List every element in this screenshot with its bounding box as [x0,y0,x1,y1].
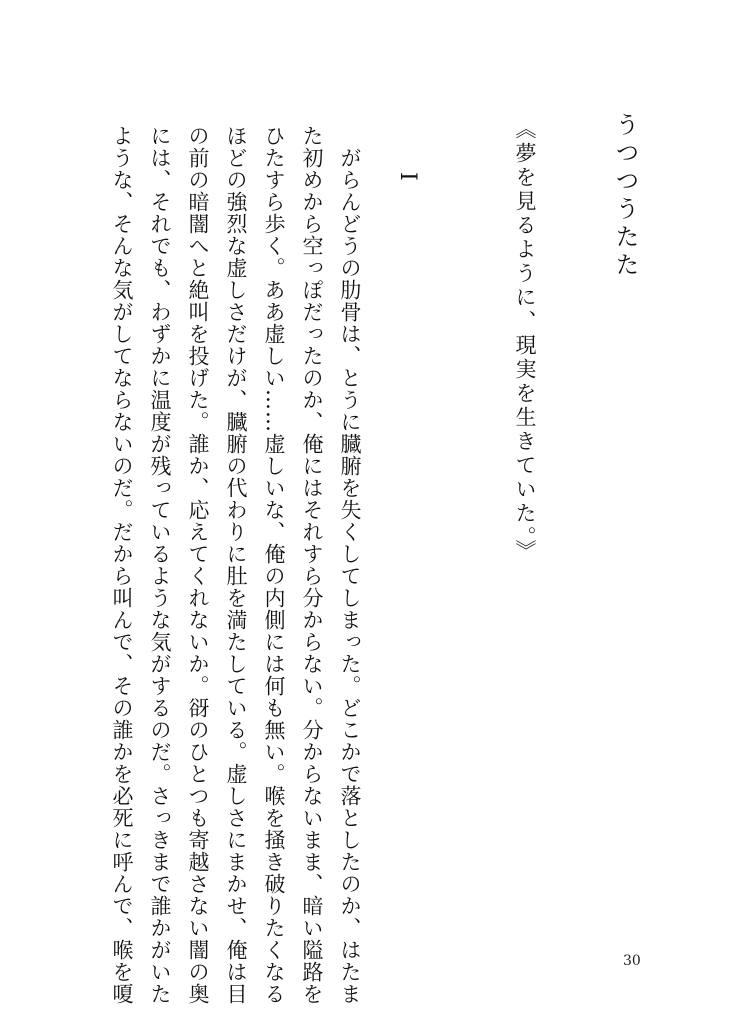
text-column: ような、そんな気がしてならないのだ。だから叫んで、その誰かを必死に呼んで、喉を嗄 [110,125,134,1005]
text-column: た初めから空っぽだったのか、俺にはそれすら分からない。分からないまま、暗い隘路を [300,125,324,1005]
text-column: には、それでも、わずかに温度が残っているような気がするのだ。さっきまで誰かがいた [148,125,172,1005]
text-column: の前の暗闇へと絶叫を投げた。誰か、応えてくれないか。谺のひとつも寄越さない闇の奥 [186,125,210,1005]
text-column: ほどの強烈な虚しさだけが、臓腑の代わりに肚を満たしている。虚しさにまかせ、俺は目 [224,125,248,1005]
section-numeral: I [395,172,420,181]
page-number: 30 [623,953,641,969]
chapter-subtitle: 《夢を見るように、現実を生きていた。》 [513,118,537,564]
text-column: ひたすら歩く。ああ虚しい……虚しいな、俺の内側には何も無い。喉を掻き破りたくなる [262,125,286,1005]
chapter-title: うつつうたた [611,112,639,280]
body-text [103,125,369,1005]
text-column: がらんどうの肋骨は、とうに臓腑を失くしてしまった。どこかで落としたのか、はたま [338,125,362,1005]
